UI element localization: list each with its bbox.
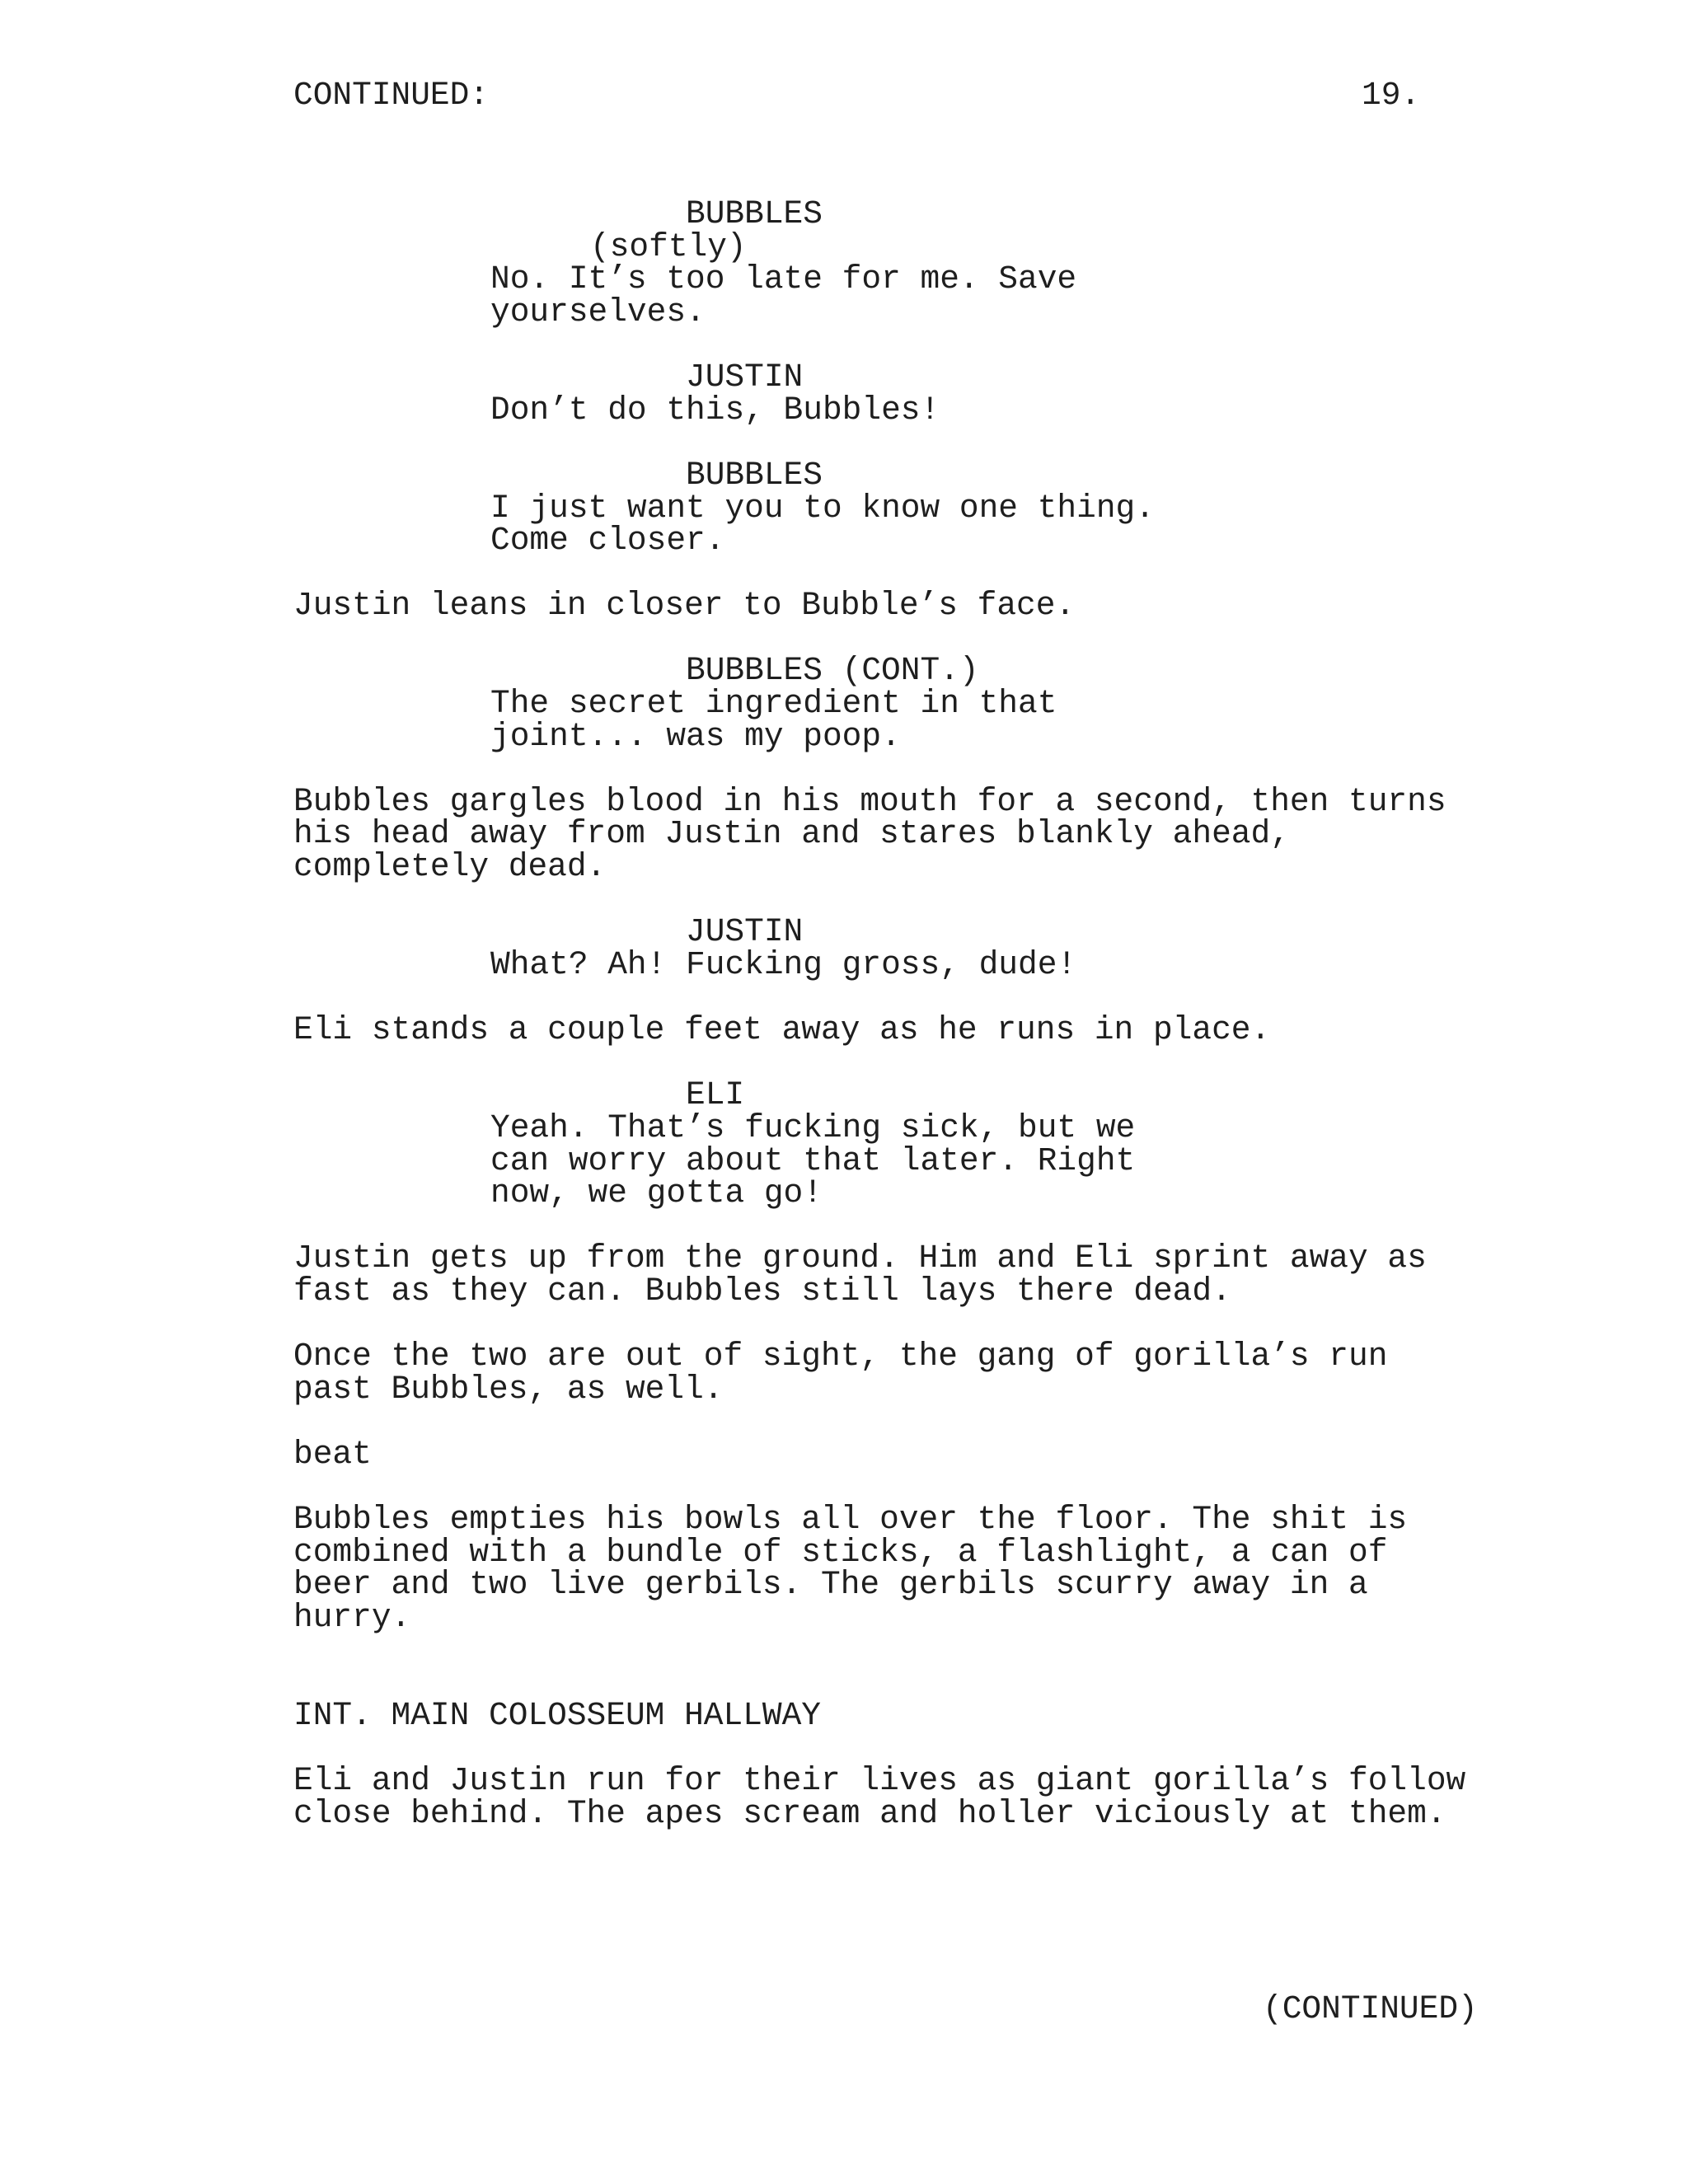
scene-heading-line: INT. MAIN COLOSSEUM HALLWAY bbox=[293, 1697, 822, 1734]
parenthetical: (softly) bbox=[590, 228, 747, 265]
dialogue-line: The secret ingredient in that bbox=[490, 685, 1057, 722]
dialogue-line: joint... was my poop. bbox=[490, 718, 901, 755]
action-line: completely dead. bbox=[293, 848, 607, 885]
action-line: Bubbles gargles blood in his mouth for a second, then turns bbox=[293, 783, 1447, 820]
dialogue-line: Don’t do this, Bubbles! bbox=[490, 391, 940, 429]
action-line: beat bbox=[293, 1436, 372, 1473]
character-name: JUSTIN bbox=[686, 359, 804, 396]
character-name: BUBBLES bbox=[686, 457, 823, 494]
dialogue-line: Come closer. bbox=[490, 522, 725, 559]
character-name: ELI bbox=[686, 1076, 745, 1113]
action-line: fast as they can. Bubbles still lays there dead. bbox=[293, 1272, 1231, 1310]
action-line: past Bubbles, as well. bbox=[293, 1371, 724, 1408]
action-line: combined with a bundle of sticks, a flashlight, a can of bbox=[293, 1534, 1388, 1571]
action-line: Eli stands a couple feet away as he runs in place. bbox=[293, 1011, 1271, 1048]
dialogue-line: now, we gotta go! bbox=[490, 1174, 823, 1212]
action-line: Eli and Justin run for their lives as giant gorilla’s follow bbox=[293, 1762, 1466, 1799]
action-line: Justin leans in closer to Bubble’s face. bbox=[293, 587, 1076, 624]
dialogue-line: yourselves. bbox=[490, 293, 706, 330]
page-number: 19. bbox=[1362, 77, 1421, 114]
dialogue-line: can worry about that later. Right bbox=[490, 1142, 1136, 1179]
action-line: his head away from Justin and stares blankly ahead, bbox=[293, 815, 1290, 852]
action-line: beer and two live gerbils. The gerbils scurry away in a bbox=[293, 1566, 1368, 1603]
dialogue-line: What? Ah! Fucking gross, dude! bbox=[490, 946, 1077, 983]
action-line: Justin gets up from the ground. Him and Eli sprint away as bbox=[293, 1240, 1427, 1277]
header-continued: CONTINUED: bbox=[293, 77, 490, 114]
character-name: BUBBLES (CONT.) bbox=[686, 652, 979, 689]
dialogue-line: I just want you to know one thing. bbox=[490, 490, 1155, 527]
dialogue-line: No. It’s too late for me. Save bbox=[490, 260, 1077, 298]
character-name: JUSTIN bbox=[686, 913, 804, 950]
action-line: hurry. bbox=[293, 1599, 411, 1636]
action-line: Bubbles empties his bowls all over the floor. The shit is bbox=[293, 1501, 1408, 1538]
dialogue-line: Yeah. That’s fucking sick, but we bbox=[490, 1109, 1136, 1146]
action-line: close behind. The apes scream and holler viciously at them. bbox=[293, 1795, 1447, 1832]
action-line: Once the two are out of sight, the gang of gorilla’s run bbox=[293, 1338, 1388, 1375]
footer-continued: (CONTINUED) bbox=[1263, 1990, 1478, 2027]
character-name: BUBBLES bbox=[686, 195, 823, 232]
